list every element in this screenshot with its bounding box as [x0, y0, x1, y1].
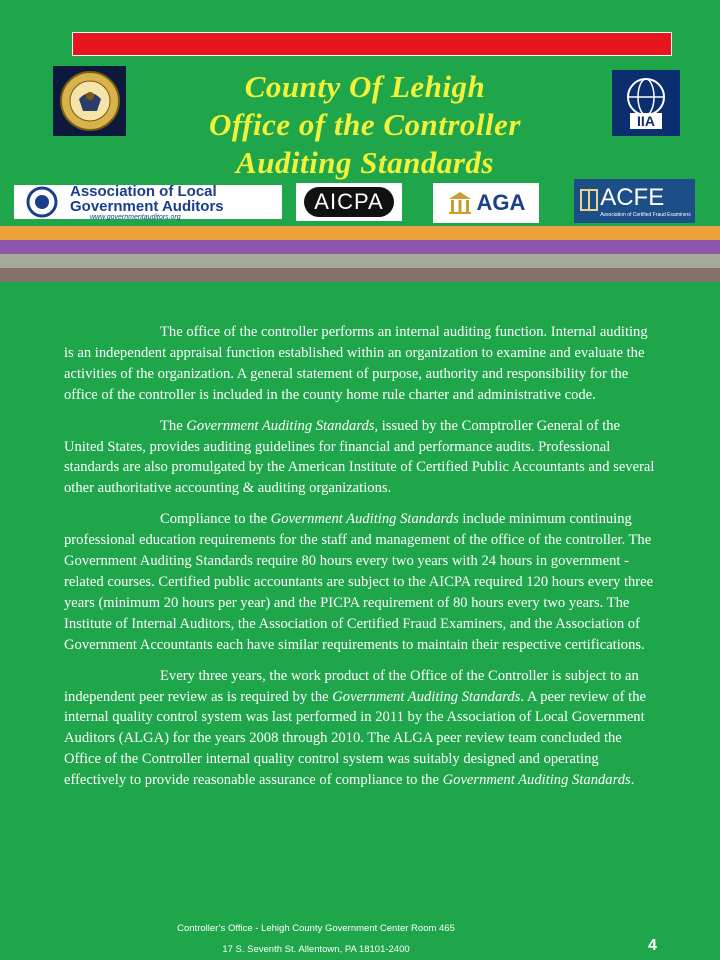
title-line-3: Auditing Standards [236, 145, 494, 180]
paragraph-3 [64, 509, 660, 655]
acfe-label: ACFE [600, 184, 665, 211]
paragraph-1 [64, 322, 660, 406]
paragraph-4-text-a: Every three years, the work product of the Office of the Controller is subject to an independent peer review as is required by the [64, 667, 639, 705]
paragraph-3-text-a: Compliance to the [160, 511, 271, 528]
paragraph-1-text: The office of the controller performs an internal auditing function. Internal auditing is an independent appraisal function established within an organization to examine and evaluate the activities of the organization. A general statement of purpose, authority and responsibility for the office of the controller is included in the county home rule charter and administrative code. [64, 324, 648, 403]
footer-line-2: 17 S. Seventh St. Allentown, PA 18101-2400 [222, 944, 410, 955]
stripe-brown [0, 268, 720, 282]
acfe-emblem-icon [578, 186, 600, 216]
paragraph-3-emphasis: Government Auditing Standards [270, 511, 459, 528]
paragraph-4-emphasis-2: Government Auditing Standards [442, 772, 631, 789]
aga-logo [433, 183, 539, 223]
iia-label: IIA [637, 113, 655, 129]
globe-icon [616, 73, 676, 133]
aicpa-label: AICPA [304, 187, 393, 217]
paragraph-2-emphasis: Government Auditing Standards [186, 417, 375, 434]
red-header-bar [72, 32, 672, 56]
stripe-purple [0, 240, 720, 254]
body-text [64, 322, 660, 801]
page-number: 4 [648, 937, 657, 954]
alga-url: www.governmentauditors.org [90, 213, 181, 221]
paragraph-2-text-a: The [160, 417, 187, 434]
paragraph-4-text-c: . [630, 772, 635, 789]
building-icon [447, 191, 473, 215]
acfe-logo [574, 179, 695, 223]
paragraph-2-text-b: , issued by the Comptroller General of the United States, provides auditing guidelines for financial and performance audits. Professional standards are also promulgated by the American Institute of Certified Public Accountants and several other authoritative accounting & auditing organizations. [64, 417, 655, 497]
title-line-1: County Of Lehigh [244, 69, 486, 104]
footer-line-1: Controller’s Office - Lehigh County Government Center Room 465 [177, 923, 455, 934]
paragraph-4 [64, 666, 660, 791]
paragraph-4-text-b: . A peer review of the internal quality control system was last performed in 2011 by the Association of Local Government Auditors (ALGA) for the years 2008 through 2010. The ALGA peer review team concluded the Office of the Controller internal quality control system was suitably designed and operating effectively to provide reasonable assurance of compliance to the [64, 688, 646, 789]
acfe-subtitle: Association of Certified Fraud Examiners [600, 212, 691, 218]
alga-seal-icon [14, 186, 70, 218]
seal-icon [57, 69, 123, 133]
paragraph-3-text-b: include minimum continuing professional education requirements for the staff and management of the office of the controller. The Government Auditing Standards require 80 hours every two years with 24 hours in government - related courses. Certified public accountants are subject to the AICPA required 120 hours every three years (minimum 20 hours per year) and the PICPA requirement of 80 hours every two years. The Institute of Internal Auditors, the Association of Certified Fraud Examiners, and the Association of Government Accountants each have similar requirements to maintain their respective certifications. [64, 511, 654, 653]
aga-label: AGA [476, 190, 526, 215]
stripe-gray [0, 254, 720, 268]
gao-seal-logo [53, 66, 126, 136]
aicpa-logo [296, 183, 402, 221]
alga-line-2: Government Auditors [70, 197, 224, 215]
alga-logo [14, 182, 282, 221]
stripe-orange [0, 226, 720, 240]
paragraph-2 [64, 416, 660, 500]
title-line-2: Office of the Controller [209, 107, 521, 142]
iia-logo [612, 70, 680, 136]
paragraph-4-emphasis-1: Government Auditing Standards [332, 688, 521, 705]
alga-line-1: Association of Local [70, 182, 217, 200]
page-title [130, 68, 600, 182]
